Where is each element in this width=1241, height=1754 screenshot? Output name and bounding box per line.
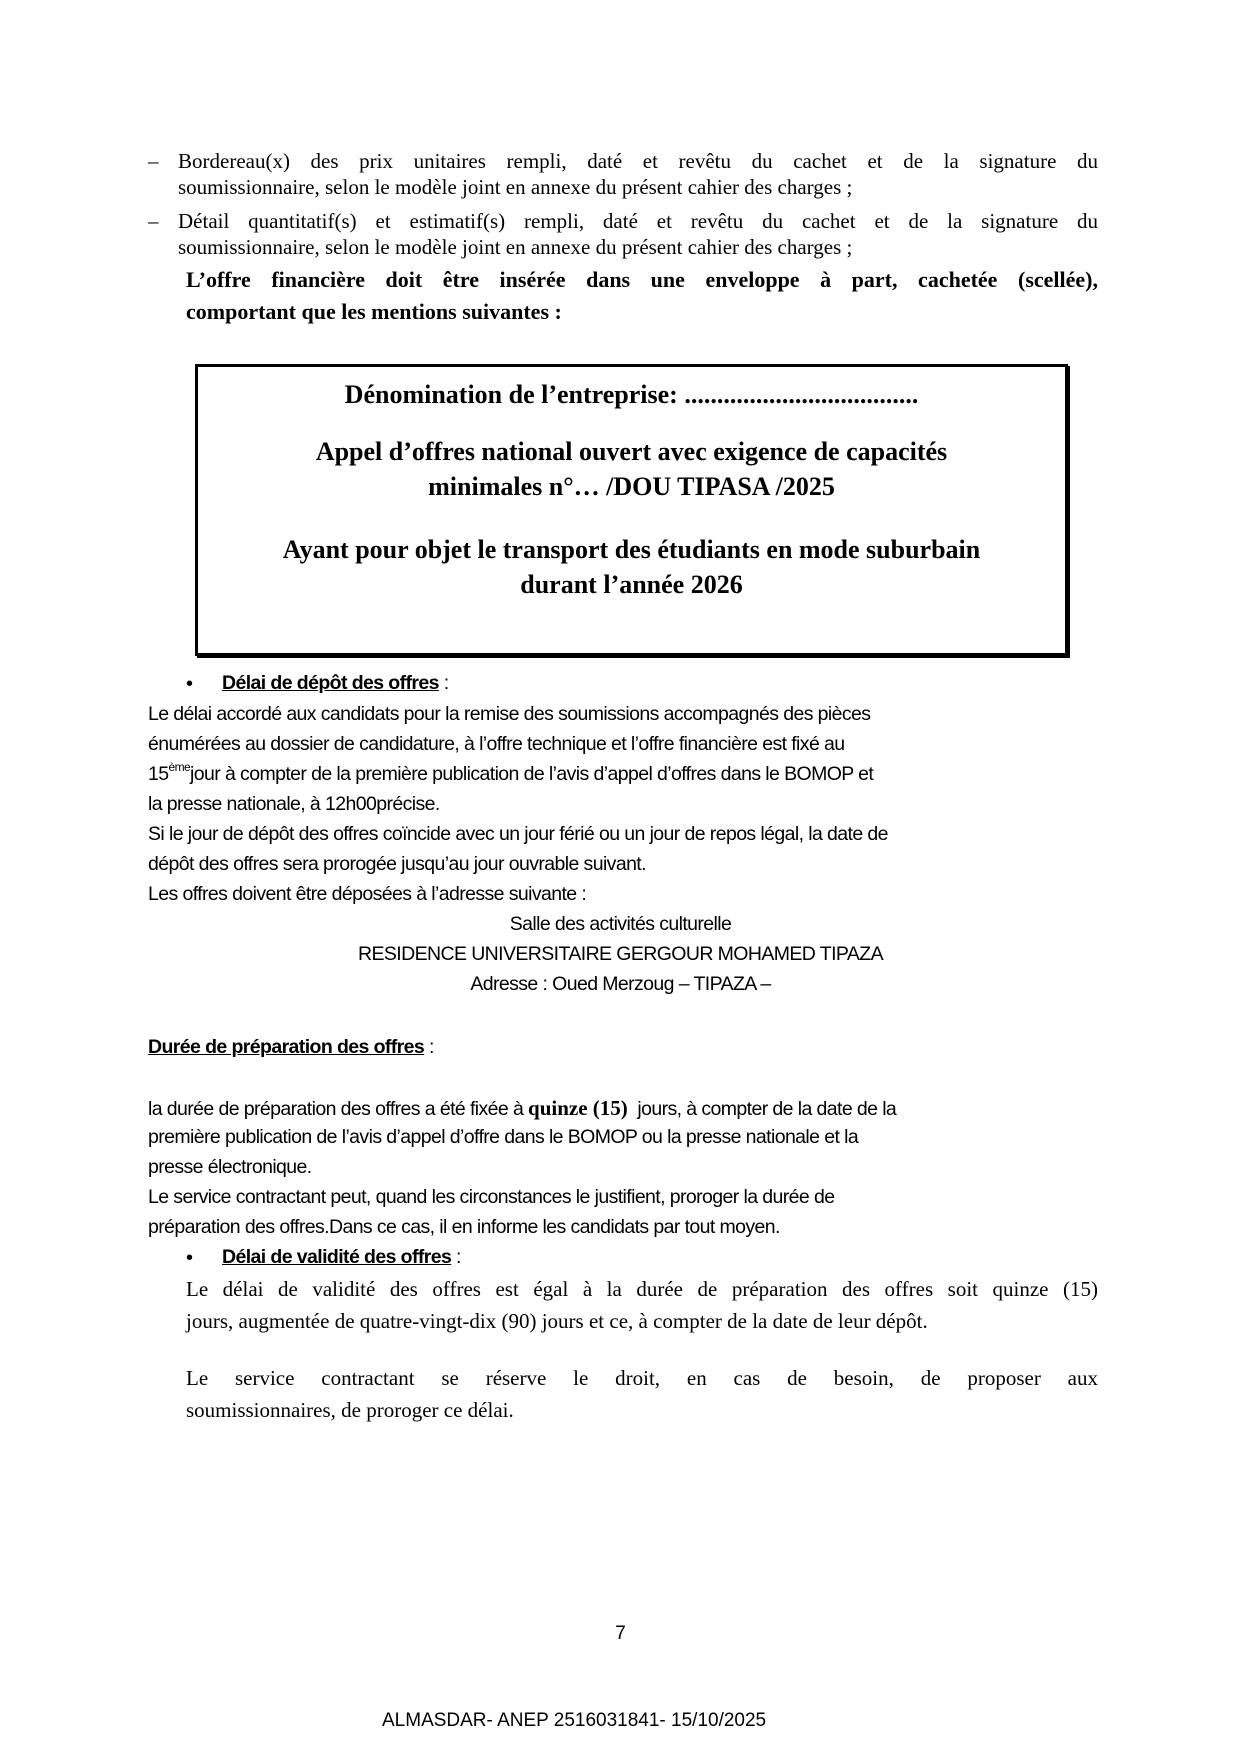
address-line: Salle des activités culturelle xyxy=(509,913,732,935)
body-line: préparation des offres.Dans ce cas, il en informe les candidats par tout moyen. xyxy=(148,1216,780,1238)
requirement-item-bordereau xyxy=(148,148,1098,200)
heading-suffix: : xyxy=(438,672,449,694)
address-line: RESIDENCE UNIVERSITAIRE GERGOUR MOHAMED TIPAZA xyxy=(358,943,883,965)
heading-suffix: : xyxy=(451,1246,461,1268)
body-text: jours, à compter de la date de la xyxy=(627,1098,897,1120)
body-line: presse électronique. xyxy=(148,1156,312,1178)
requirement-text-line: soumissionnaire, selon le modèle joint en annexe du présent cahier des charges ; xyxy=(178,235,853,259)
requirement-text-line: soumissionnaire, selon le modèle joint en annexe du présent cahier des charges ; xyxy=(178,175,853,199)
heading-text: Durée de préparation des offres xyxy=(148,1036,425,1058)
day-suffix: ème xyxy=(168,760,191,774)
preparation-duration-heading xyxy=(148,1036,434,1059)
heading-suffix: : xyxy=(424,1036,434,1058)
requirement-text-line: Bordereau(x) des prix unitaires rempli, daté et revêtu du cachet et de la signature du xyxy=(178,149,1098,173)
tender-line: Appel d’offres national ouvert avec exigence de capacités xyxy=(315,437,948,466)
company-name-line: Dénomination de l’entreprise: .................................... xyxy=(344,380,919,409)
body-line: Le service contractant se réserve le droit, en cas de besoin, de proposer aux xyxy=(186,1366,1098,1390)
body-line: énumérées au dossier de candidature, à l’offre technique et l’offre financière est fixé au xyxy=(148,733,845,755)
object-year-line: durant l’année 2026 xyxy=(520,570,743,599)
body-line: dépôt des offres sera prorogée jusqu’au jour ouvrable suivant. xyxy=(148,853,646,875)
day-number: 15 xyxy=(148,763,169,785)
bullet-icon: • xyxy=(186,673,193,695)
address-line: Adresse : Oued Merzoug – TIPAZA – xyxy=(470,973,771,995)
heading-text: Délai de dépôt des offres xyxy=(222,672,439,694)
extension-paragraph xyxy=(186,1362,1098,1426)
validity-paragraph xyxy=(186,1273,1098,1337)
duration-value: quinze (15) xyxy=(528,1096,628,1120)
body-line: Le délai de validité des offres est égal à la durée de préparation des offres soit quinze (15) xyxy=(186,1277,1098,1301)
deposit-deadline-heading xyxy=(222,672,449,695)
bullet-icon: • xyxy=(186,1247,193,1269)
body-line: jours, augmentée de quatre-vingt-dix (90) jours et ce, à compter de la date de leur dépôt. xyxy=(186,1309,928,1333)
tender-number-line: minimales n°… /DOU TIPASA /2025 xyxy=(428,472,835,501)
body-line xyxy=(148,760,874,786)
dash-marker: – xyxy=(148,149,159,173)
validity-heading xyxy=(222,1246,461,1269)
envelope-instruction xyxy=(186,264,1098,328)
heading-text: Délai de validité des offres xyxy=(222,1246,452,1268)
body-line: première publication de l’avis d’appel d’offre dans le BOMOP ou la presse nationale et la xyxy=(148,1126,859,1148)
body-line xyxy=(148,1096,896,1121)
dash-marker: – xyxy=(148,209,159,233)
body-line: la presse nationale, à 12h00précise. xyxy=(148,793,440,815)
envelope-instruction-line: comportant que les mentions suivantes : xyxy=(186,299,562,324)
page-number: 7 xyxy=(615,1623,626,1644)
body-line: soumissionnaires, de proroger ce délai. xyxy=(186,1398,514,1422)
body-line: Si le jour de dépôt des offres coïncide avec un jour férié ou un jour de repos légal, la date de xyxy=(148,823,888,845)
body-line: Les offres doivent être déposées à l’adresse suivante : xyxy=(148,883,587,905)
body-line: Le délai accordé aux candidats pour la remise des soumissions accompagnés des pièces xyxy=(148,703,871,725)
envelope-instruction-line: L’offre financière doit être insérée dans une enveloppe à part, cachetée (scellée), xyxy=(186,267,1098,292)
publication-reference: ALMASDAR- ANEP 2516031841- 15/10/2025 xyxy=(382,1710,767,1731)
body-text: jour à compter de la première publication de l’avis d’appel d’offres dans le BOMOP et xyxy=(190,763,874,785)
envelope-label-box xyxy=(195,364,1068,656)
body-line: Le service contractant peut, quand les circonstances le justifient, proroger la durée de xyxy=(148,1186,835,1208)
body-text: la durée de préparation des offres a été fixée à xyxy=(148,1098,529,1120)
object-line: Ayant pour objet le transport des étudiants en mode suburbain xyxy=(282,535,981,564)
requirement-item-detail xyxy=(148,208,1098,260)
requirement-text-line: Détail quantitatif(s) et estimatif(s) rempli, daté et revêtu du cachet et de la signature du xyxy=(178,209,1098,233)
